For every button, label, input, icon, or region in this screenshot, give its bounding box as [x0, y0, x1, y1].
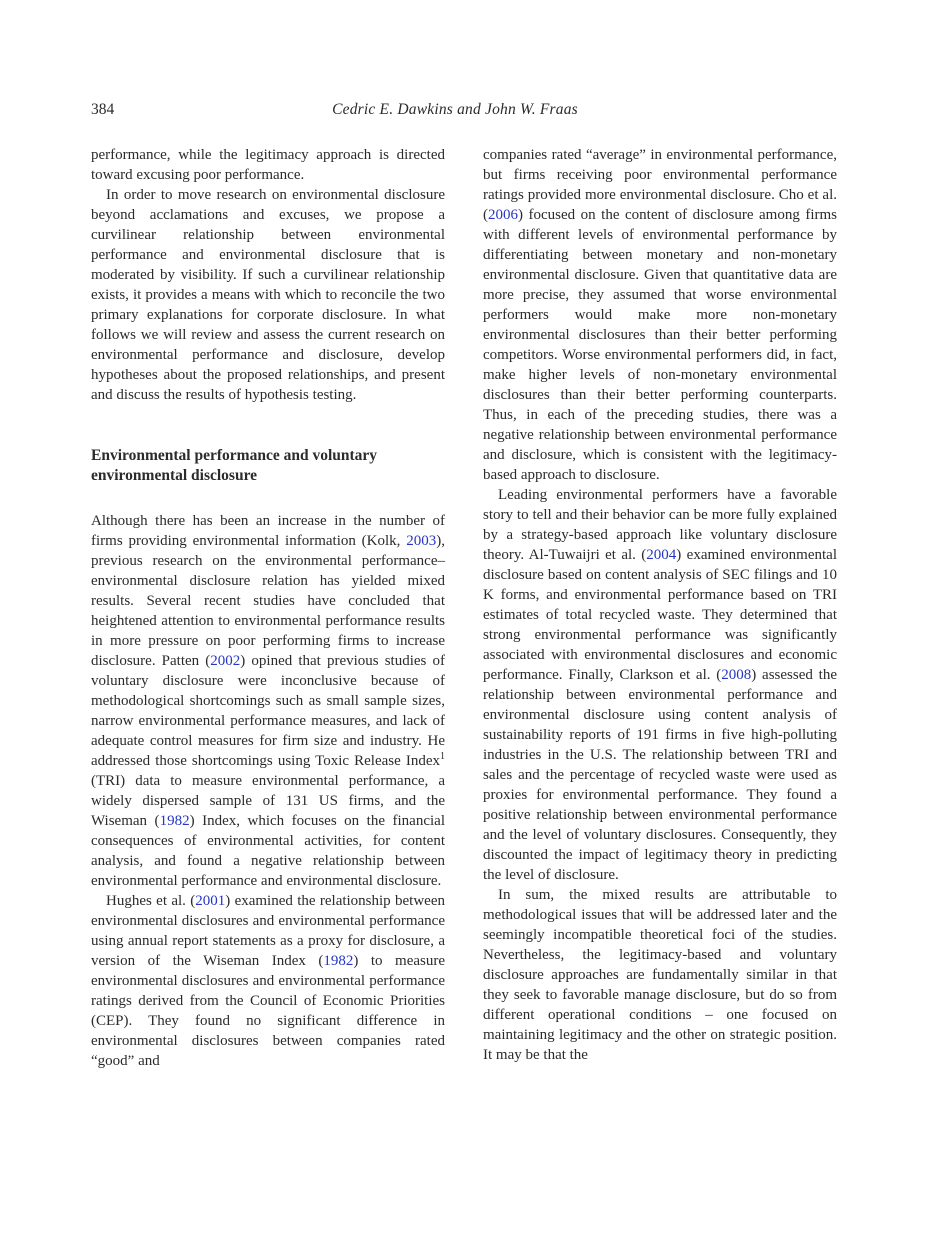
citation-link[interactable]: 2002	[210, 653, 241, 669]
citation-link[interactable]: 2004	[646, 547, 677, 563]
citation-link[interactable]: 2006	[488, 207, 518, 223]
left-column	[91, 145, 445, 1071]
text-run: ) examined environmental disclosure based on content analysis of SEC filings and 10 K forms, and environmental performance based on TRI estimates of total recycled waste. They determined that strong environmental performance was significantly associated with environmental disclosures and economic performance. Finally, Clarkson et al. (	[483, 547, 837, 683]
page-header	[91, 101, 837, 121]
text-columns	[91, 145, 837, 1071]
text-run: ) Index, which focuses on the financial consequences of environmental activities, for content analysis, and found a negative relationship between environmental performance and environmental disclosure.	[91, 813, 445, 889]
text-run: ) assessed the relationship between environmental performance and environmental disclosure using content analysis of sustainability reports of 191 firms in five high-polluting industries in the U.S. The relationship between TRI and sales and the percentage of recycled waste were used as proxies for environmental performance. They found a positive relationship between environmental performance and the level of voluntary disclosures. Consequently, they discounted the impact of legitimacy theory in predicting the level of disclosure.	[483, 667, 837, 883]
paragraph	[91, 145, 445, 185]
paragraph	[91, 185, 445, 405]
text-run: In order to move research on environmental disclosure beyond acclamations and excuses, we propose a curvilinear relationship between environmental performance and environmental disclosure that is moderated by visibility. If such a curvilinear relationship exists, it provides a means with which to reconcile the two primary explanations for corporate disclosure. In what follows we will review and assess the current research on environmental performance and disclosure, develop hypotheses about the proposed relationships, and present and discuss the results of hypothesis testing.	[91, 187, 445, 403]
paragraph	[483, 885, 837, 1065]
citation-link[interactable]: 1982	[159, 813, 190, 829]
citation-link[interactable]: 2001	[195, 893, 226, 909]
paragraph	[91, 891, 445, 1071]
text-run: ) examined the relationship between environmental disclosures and environmental performance using annual report statements as a proxy for disclosure, a version of the Wiseman Index (	[91, 893, 445, 969]
text-run: (TRI) data to measure environmental performance, a widely dispersed sample of 131 US firms, and the Wiseman (	[91, 773, 445, 829]
text-run: Leading environmental performers have a favorable story to tell and their behavior can be more fully explained by a strategy-based approach like voluntary disclosure theory. Al-Tuwaijri et al. (	[483, 487, 837, 563]
text-run: performance, while the legitimacy approach is directed toward excusing poor performance.	[91, 147, 445, 183]
page-number: 384	[91, 101, 115, 118]
running-head: Cedric E. Dawkins and John W. Fraas	[332, 101, 578, 118]
text-run: companies rated “average” in environmental performance, but firms receiving poor environmental performance ratings provided more environmental disclosure. Cho et al. (	[483, 147, 837, 223]
text-run: ) to measure environmental disclosures and environmental performance ratings derived from the Council of Economic Priorities (CEP). They found no significant difference in environmental disclosures between companies rated “good” and	[91, 953, 445, 1069]
text-run: Although there has been an increase in the number of firms providing environmental information (Kolk,	[91, 513, 445, 549]
paragraph	[483, 145, 837, 485]
text-run: ) opined that previous studies of voluntary disclosure were inconclusive because of methodological shortcomings such as small sample sizes, narrow environmental performance measures, and lack of adequate control measures for firm size and industry. He addressed those shortcomings using Toxic Release Index	[91, 653, 445, 769]
paragraph	[483, 485, 837, 885]
footnote-marker: 1	[440, 751, 445, 762]
text-run: Hughes et al. (	[106, 893, 196, 909]
text-run: ) focused on the content of disclosure among firms with different levels of environmental performance by differentiating between monetary and non-monetary environmental disclosure. Given that quantitative data are more precise, they assumed that worse environmental performers would make more non-monetary environmental disclosures than their better performing competitors. Worse environmental performers did, in fact, make higher levels of non-monetary environmental disclosures than their better performing counterparts. Thus, in each of the preceding studies, there was a negative relationship between environmental performance and disclosure, which is consistent with the legitimacy-based approach to disclosure.	[483, 207, 837, 483]
citation-link[interactable]: 2003	[406, 533, 437, 549]
citation-link[interactable]: 1982	[323, 953, 354, 969]
text-run: ), previous research on the environmental performance–environmental disclosure relation has yielded mixed results. Several recent studies have concluded that heightened attention to environmental performance results in more pressure on poor performing firms to increase disclosure. Patten (	[91, 533, 445, 669]
citation-link[interactable]: 2008	[721, 667, 752, 683]
section-heading: Environmental performance and voluntary environmental disclosure	[91, 447, 378, 484]
paragraph	[91, 511, 445, 891]
text-run: In sum, the mixed results are attributable to methodological issues that will be addressed later and the seemingly incompatible theoretical foci of the studies. Nevertheless, the legitimacy-based and voluntary disclosure approaches are fundamentally similar in that they seek to favorable manage disclosure, but do so from different operational conditions – one focused on maintaining legitimacy and the other on strategic position. It may be that the	[483, 887, 837, 1063]
right-column	[483, 145, 837, 1071]
